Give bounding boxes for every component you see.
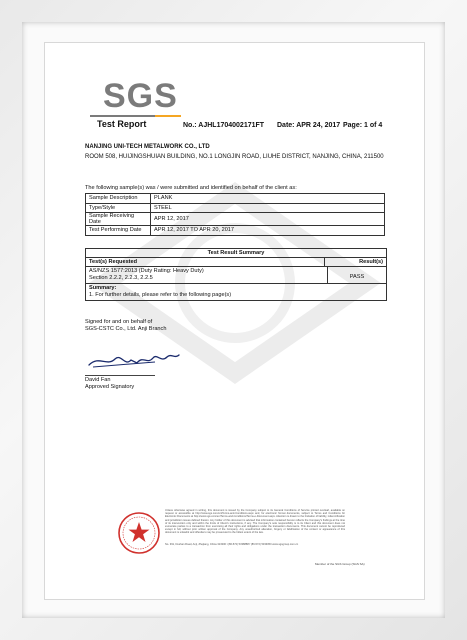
info-value: APR 12, 2017	[151, 213, 385, 226]
summary-test-line1: AS/NZS 1577:2013 (Duty Rating: Heavy Duty)	[89, 268, 204, 274]
report-page-number: Page: 1 of 4	[343, 122, 383, 129]
sgs-logo: SGS	[103, 77, 178, 115]
signer-name: David Fan	[85, 377, 111, 383]
table-row	[86, 226, 385, 236]
report-page	[44, 42, 425, 600]
summary-footer-text: 1. For further details, please refer to the following page(s)	[89, 292, 232, 298]
report-title: Test Report	[97, 119, 147, 129]
signed-line2: SGS-CSTC Co., Ltd. Anji Branch	[85, 326, 167, 332]
signature-line	[85, 375, 155, 376]
report-date: Date: APR 24, 2017	[277, 122, 341, 129]
intro-text: The following sample(s) was / were submitted and identified on behalf of the client as:	[85, 185, 297, 191]
info-label: Test Performing Date	[86, 226, 151, 236]
info-label: Sample Description	[86, 194, 151, 204]
summary-col-result: Result(s)	[359, 259, 383, 265]
sample-info-table	[85, 193, 385, 236]
table-row	[86, 213, 385, 226]
client-name: NANJING UNI-TECH METALWORK CO., LTD	[85, 144, 210, 150]
signed-line1: Signed for and on behalf of	[85, 319, 153, 325]
member-note: Member of the SGS Group (SGS SA)	[315, 562, 365, 566]
signer-block	[85, 377, 134, 391]
summary-col-test: Test(s) Requested	[86, 258, 325, 266]
summary-footer	[86, 284, 386, 300]
summary-result: PASS	[349, 274, 365, 280]
info-value: APR 12, 2017 TO APR 20, 2017	[151, 226, 385, 236]
test-result-summary	[85, 248, 387, 301]
summary-row	[86, 267, 386, 284]
table-row	[86, 203, 385, 213]
logo-accent	[155, 115, 181, 117]
table-row	[86, 194, 385, 204]
company-address: No. 391, Dushan Road, Anji, Zhejiang, China 313300 t (86-572) 5338888 f (86-572) 5333050 www.sgsgroup.com.cn	[165, 543, 299, 546]
company-seal-stamp	[117, 511, 161, 555]
handwritten-signature	[85, 343, 185, 373]
signed-on-behalf	[85, 319, 166, 333]
summary-header	[86, 258, 386, 267]
info-value: PLANK	[151, 194, 385, 204]
info-value: STEEL	[151, 203, 385, 213]
summary-title: Test Result Summary	[86, 249, 386, 258]
info-label: Sample Receiving Date	[86, 213, 151, 226]
summary-footer-label: Summary:	[89, 285, 117, 291]
summary-test-cell	[86, 267, 328, 283]
signer-role: Approved Signatory	[85, 384, 135, 390]
info-label: Type/Style	[86, 203, 151, 213]
client-address: ROOM 508, HUIJINGSHUIAN BUILDING, NO.1 LONGJIN ROAD, LIUHE DISTRICT, NANJING, CHINA, 211500	[85, 154, 384, 160]
terms-fine-print: Unless otherwise agreed in writing, this document is issued by the Company subject to its General Conditions of Service printed overleaf, available on request or accessible at http://www.sgs.com/en/Terms-and-Conditions.aspx and, for electronic format documents, subject to Terms and Conditions for Electronic Documents at http://www.sgs.com/en/Terms-and-Conditions/Terms-e-Document.aspx. Attention is drawn to the limitation of liability, indemnification and jurisdiction issues defined therein. Any holder of this document is advised that information contained hereon reflects the Company's findings at the time of its intervention only and within the limits of Client's instructions, if any. The Company's sole responsibility is to its Client and this document does not exonerate parties to a transaction from exercising all their rights and obligations under the transaction documents. This document cannot be reproduced except in full, without prior written approval of the Company. Any unauthorized alteration, forgery or falsification of the content or appearance of this document is unlawful and offenders may be prosecuted to the fullest extent of the law.	[165, 509, 345, 535]
summary-test-line2: Section 2.2.2, 2.2.3, 2.2.5	[89, 275, 153, 281]
report-number: No.: AJHL1704002171FT	[183, 122, 265, 129]
